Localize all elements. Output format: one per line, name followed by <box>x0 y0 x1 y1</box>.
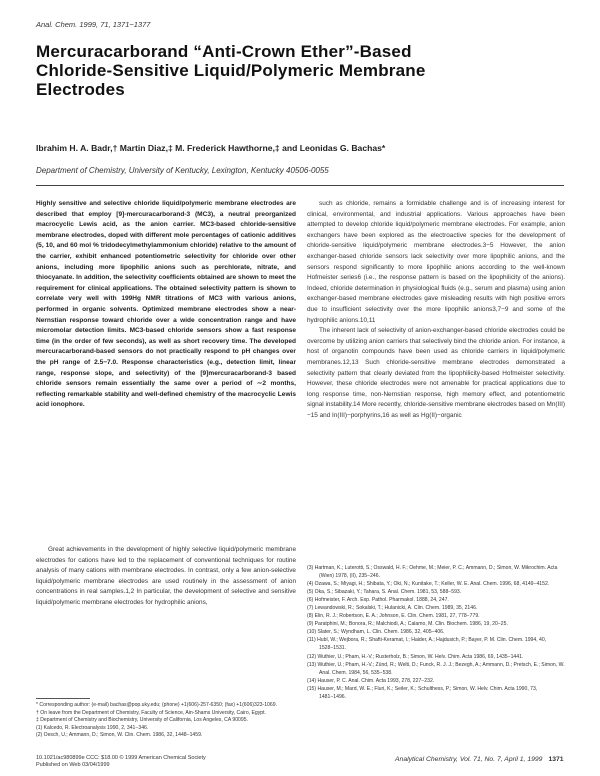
body-paragraph: The inherent lack of selectivity of anion-exchanger-based chloride electrodes could be overcome by utilizing anion carriers that selectively bind the chloride anion. For instance, a host of organotin compounds have been used as chloride carriers in liquid/polymeric membranes.12,13 Such chloride-sensitive membrane electrodes demonstrated a selectivity pattern that clearly deviated from the lipophilicity-based Hofmeister selectivity. However, these chloride electrodes were not amenable for practical applications due to long response time, non-Nernstian response, high memory effect, and potentiometric signal instability.14 More recently, chloride-sensitive membrane electrodes based on Mn(III)−15 and In(III)−porphyrins,16 as well as Hg(II)−organic <box>307 327 565 419</box>
doi-line: 10.1021/ac980899e CCC: $18.00 © 1999 American Chemical Society <box>36 755 206 761</box>
reference: (13) Wuthier, U.; Pham, H.-V.; Zünd, R.; Welti, D.; Funck, R. J. J.; Bezegh, A.; Ammann, D.; Pretsch, E.; Simon, W. Anal. Chem. 1984, 56, 535−538. <box>307 661 565 676</box>
reference: (5) Oka, S.; Sibazaki, Y.; Tahara, S. Anal. Chem. 1981, 53, 588−593. <box>307 589 462 596</box>
reference: (11) Hubl, W.; Wejbora, R.; Shafti-Keramat, I.; Haider, A.; Hajdusich, P.; Bayer, P. M. Clin. Chem. 1994, 40, 1528−1531. <box>307 637 547 652</box>
body-left-column <box>36 545 296 608</box>
reference: (4) Ozawa, S.; Miyagi, H.; Shibata, Y.; Oki, N.; Kunitake, T.; Keller, W. E. Anal. Chem. 1996, 68, 4149−4152. <box>307 581 550 588</box>
author-list: Ibrahim H. A. Badr,† Martin Diaz,‡ M. Frederick Hawthorne,‡ and Leonidas G. Bachas* <box>36 143 386 153</box>
footnotes <box>36 702 296 740</box>
reference: (10) Slater, S.; Wyndham, L. Clin. Chem. 1986, 32, 405−406. <box>307 629 445 636</box>
reference: (15) Hauser, M.; Mard, W. E.; Fluri, K.; Seiler, K.; Schulthess, P.; Simon, W. Helv. Chim. Acta 1990, 73, 1481−1496. <box>307 685 538 700</box>
journal-citation: Anal. Chem. 1999, 71, 1371−1377 <box>36 20 151 29</box>
body-paragraph: such as chloride, remains a formidable challenge and is of increasing interest for clinical, environmental, and industrial applications. Various approaches have been attempted to develop chloride liquid/polymeric membrane electrodes. For example, anion exchangers have been explored as the electroactive species for the development of chloride-sensitive liquid/polymeric membrane electrodes.3−5 However, the anion exchanger-based chloride sensors lack selectivity over more lipophilic anions, and the sensors respond significantly to more lipophilic anions according to the well-known Hofmeister series6 (i.e., the response pattern is based on the lipophilicity of the anions). Indeed, chloride determination in physiological fluids (e.g., serum and plasma) using anion exchanger-based membrane electrodes gave misleading results with high positive errors due to insufficient selectivity over the more lipophilic anions3,7−9 and some of the hydrophilic anions.10,11 <box>307 200 565 324</box>
article-title: Mercuracarborand “Anti-Crown Ether”-Based Chloride-Sensitive Liquid/Polymeric Membrane Electrodes <box>36 42 426 99</box>
reference: (12) Wuthier, U.; Pham, H.-V.; Rusterholz, B.; Simon, W. Helv. Chim. Acta 1986, 69, 1435−1441. <box>307 653 524 660</box>
reference: (6) Hofmeister, F. Arch. Exp. Pathol. Pharmakol. 1888, 24, 247. <box>307 597 449 604</box>
footer-citation: Analytical Chemistry, Vol. 71, No. 7, April 1, 1999 <box>395 756 543 763</box>
header-divider <box>36 185 564 186</box>
reference: (2) Oesch, U.; Ammann, D.; Simon, W. Clin. Chem. 1986, 32, 1448−1459. <box>36 732 203 739</box>
abstract: Highly sensitive and selective chloride liquid/polymeric membrane electrodes are described that employ [9]-mercuracarborand-3 (MC3), a neutral preorganized macrocyclic Lewis acid, as the anion carrier. MC3-based chloride-sensitive membrane electrodes, doped with different mole percentages of cationic additives (5, 10, and 60 mol % tridodecylmethylammonium chloride) relative to the amount of the carrier, exhibit enhanced potentiometric selectivity for chloride over other anions, including more lipophilic anions such as perchlorate, nitrate, and thiocyanate. In addition, the selectivity coefficients obtained are shown to meet the requirement for clinical applications. The obtained selectivity pattern is shown to correlate very well with 199Hg NMR titrations of MC3 with various anions, performed in organic solvents. Optimized membrane electrodes show a near-Nernstian response toward chloride over a wide concentration range and have micromolar detection limits. MC3-based chloride sensors show a fast response time (in the order of few seconds), as well as short recovery time. The developed mercuracarborand-based sensors do not practically respond to pH changes over the pH range of 2.5−7.0. Response characteristics (e.g., detection limit, linear range, response slope, and selectivity) of the [9]mercuracarborand-3 based chloride sensors remain essentially the same over a period of ∼2 months, reflecting remarkable stability and well-defined chemistry of the macrocyclic Lewis acid ionophore. <box>36 200 296 409</box>
affiliation: Department of Chemistry, University of Kentucky, Lexington, Kentucky 40506-0055 <box>36 166 329 175</box>
reference: (14) Hauser, P. C. Anal. Chim. Acta 1993, 278, 227−232. <box>307 677 435 684</box>
body-right-column <box>307 199 565 421</box>
footnote: † On leave from the Department of Chemistry, Faculty of Science, Ain-Shams University, Cairo, Egypt. <box>36 709 266 716</box>
doi-footer <box>36 755 206 769</box>
references <box>307 564 565 701</box>
footnote: * Corresponding author: (e-mail) bachas@pop.uky.edu; (phone) +1(606)-257-6350; (fax) +1(606)323-1069. <box>36 702 277 708</box>
reference: (3) Hartman, K.; Luterotti, S.; Osswald, H. F.; Oehme, M.; Meier, P. C.; Ammann, D.; Simon, W. Mikrochim. Acta (Wien) 1978, (II), 235−246. <box>307 565 558 580</box>
body-paragraph: Great achievements in the development of highly selective liquid/polymeric membrane electrodes for cations have led to the replacement of conventional techniques for routine analysis of many cations with membrane electrodes. In contrast, only a few anion-selective liquid/polymeric membrane electrodes are used routinely in the assessment of anion concentrations in real samples.1,2 In particular, the development of selective and sensitive liquid/polymeric membrane electrodes for hydrophilic anions, <box>36 546 296 606</box>
page-footer <box>395 756 564 763</box>
reference: (8) Elin, R. J.; Robertson, E. A.; Johnson, E. Clin. Chem. 1981, 27, 778−779. <box>307 613 480 620</box>
publication-date: Published on Web 03/04/1999 <box>36 762 110 768</box>
page-number: 1371 <box>548 756 564 763</box>
reference: (1) Kalcedo, R. Electroanalysis 1990, 2, 341−346. <box>36 724 149 731</box>
reference: (7) Lewandowski, R.; Sokalski, T.; Hulanicki, A. Clin. Chem. 1989, 35, 2146. <box>307 605 478 612</box>
reference: (9) Paratphini, M.; Bonora, R.; Malchiodi, A.; Calamo, M. Clin. Biochem. 1986, 19, 20−25. <box>307 621 508 628</box>
footnote-divider <box>36 698 90 699</box>
footnote: ‡ Department of Chemistry and Biochemistry, University of California, Los Angeles, CA 90095. <box>36 717 248 724</box>
